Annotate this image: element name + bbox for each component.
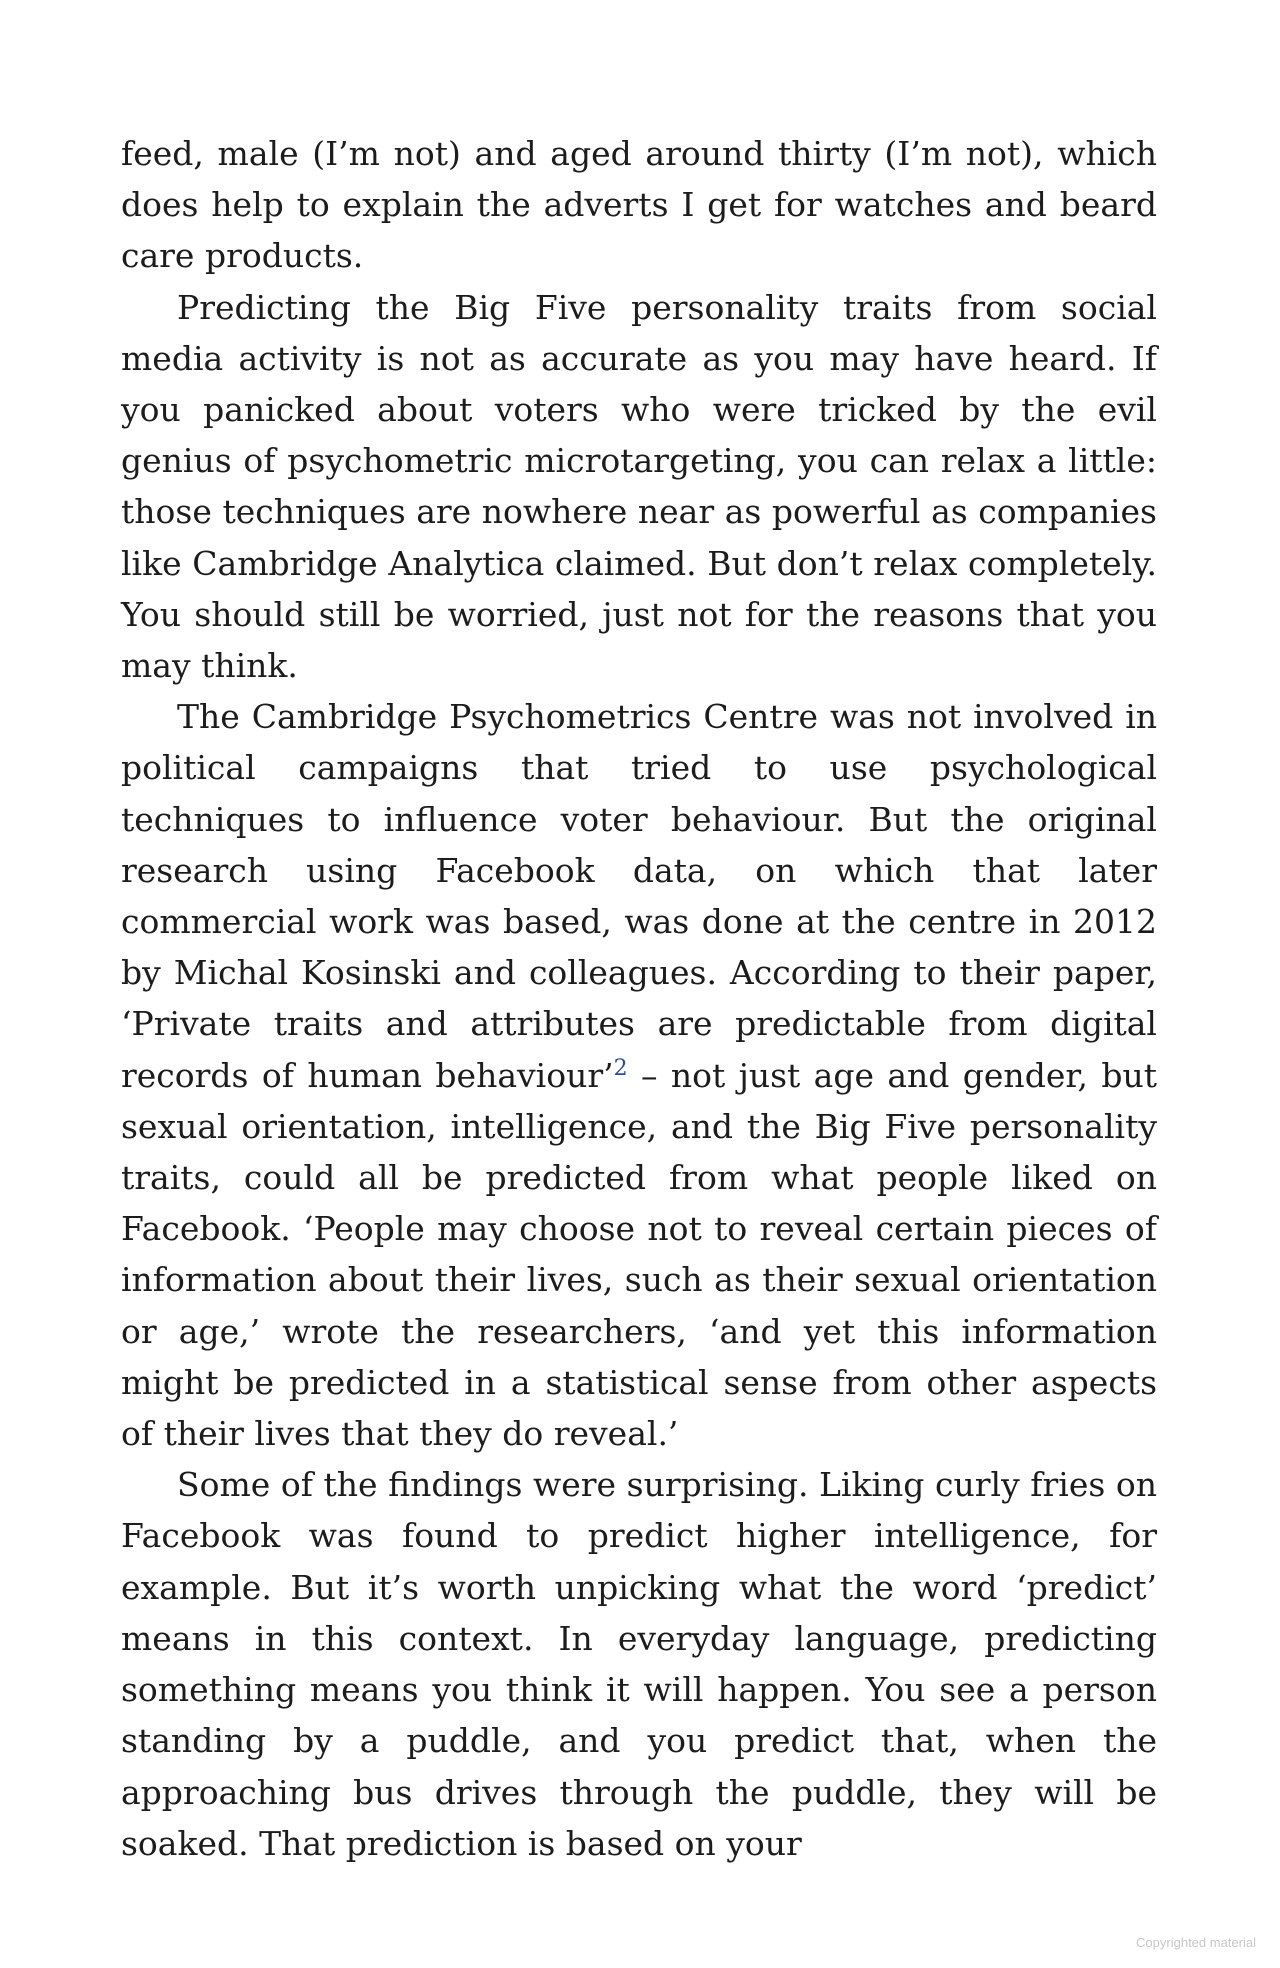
paragraph-text: Some of the findings were surprising. Liking curly fries on Facebook was found to predict higher intelligence, for example. But it’s worth unpicking what the word ‘predict’ means in this context. In everyday language, predicting something means you think it will happen. You see a person standing by a puddle, and you predict that, when the approaching bus drives through the puddle, they will be soaked. That prediction is based on your	[121, 1465, 1157, 1863]
paragraph-continued	[121, 128, 1157, 282]
footnote-link[interactable]: 2	[613, 1055, 628, 1081]
paragraph-findings	[121, 1459, 1157, 1869]
paragraph-text-after-note: – not just age and gender, but sexual orientation, intelligence, and the Big Five personality traits, could all be predicted from what people liked on Facebook. ‘People may choose not to reveal certain pieces of information about their lives, such as their sexual orientation or age,’ wrote the researchers, ‘and yet this information might be predicted in a statistical sense from other aspects of their lives that they do reveal.’	[121, 1055, 1157, 1454]
copyright-watermark: Copyrighted material	[1136, 1935, 1256, 1950]
paragraph-text-before-note: The Cambridge Psychometrics Centre was not involved in political campaigns that tried to use psychological techniques to influence voter behaviour. But the original research using Facebook data, on which that later commercial work was based, was done at the centre in 2012 by Michal Kosinski and colleagues. According to their paper, ‘Private traits and attributes are predictable from digital records of human behaviour’	[121, 697, 1157, 1095]
paragraph-text: Predicting the Big Five personality traits from social media activity is not as accurate as you may have heard. If you panicked about voters who were tricked by the evil genius of psychometric microtargeting, you can relax a little: those techniques are nowhere near as powerful as companies like Cambridge Analytica claimed. But don’t relax completely. You should still be worried, just not for the reasons that you may think.	[121, 287, 1157, 686]
paragraph-cambridge-centre	[121, 691, 1157, 1459]
body-text	[121, 128, 1157, 1869]
paragraph-text: feed, male (I’m not) and aged around thirty (I’m not), which does help to explain the adverts I get for watches and beard care products.	[121, 134, 1157, 276]
paragraph-big-five	[121, 282, 1157, 692]
